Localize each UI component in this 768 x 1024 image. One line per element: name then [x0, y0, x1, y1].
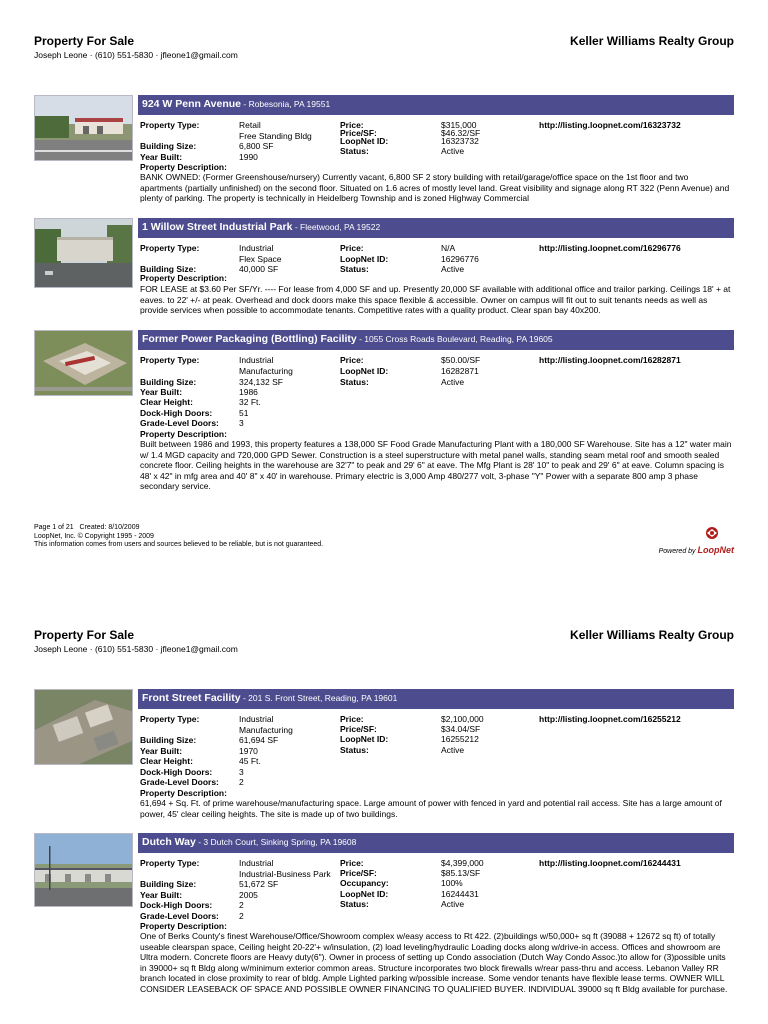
listing-title-bar — [138, 330, 734, 350]
listing-title-bar — [138, 95, 734, 115]
clear-height-value: 32 Ft. — [239, 397, 261, 407]
property-description: FOR LEASE at $3.60 Per SF/Yr. ---- For lease from 4,000 SF and up. Presently 20,000 SF available with additional office and trailor parking. Ceilings 18' + at eaves. to 22' +/- at peak. Overhead and dock doors make this space flexible & accessible. Owner on campus will fit out to suit tenants needs as well as provide services when possible to accommodate tenants. Competitive rates with a quality product. Clear span bay 40x200. — [140, 284, 731, 315]
price-label: Price: — [340, 355, 364, 365]
property-description: One of Berks County's finest Warehouse/Office/Showroom complex w/easy access to Rt 422. (2)buildings w/50,000+ sq ft (39088 + 12672 sq ft) of totally useable clearspan space, Ceiling height 20-22'+ w/insulation, (2) load leveling/hydraulic Loading docks along w/drive-in access. Offices and showroom are Ultra modern. Concrete floors are Heavy duty(6"). Owner in process of setting up Condo association (Dutch Way Condo Assoc.)to allow for (3)possible units in 39000+ sq ft Bldg along w/minimum exterior common areas. Structure incorporates two block firewalls w/rear pass-thru and access. Lebanon Valley RR branch located in close proximity to rear of bldg. Ample Lighted parking w/possible increase. Some vendor tenants have flexible lease terms. OWNER WILL CONSIDER LEASEBACK OF SPACE AND POSSIBLE OWNER FINANCING TO QUALIFIED BUYER. INDIVIDUAL 39000 sq ft Bldg available for purchase. — [140, 931, 728, 994]
listing-name: Dutch Way — [142, 836, 196, 848]
loopnet-id-value: 16323732 — [441, 136, 479, 146]
listing-name: 924 W Penn Avenue — [142, 98, 242, 110]
listing-name: Front Street Facility — [142, 692, 241, 704]
building-size-value: 324,132 SF — [239, 377, 283, 387]
listing-address: - 1055 Cross Roads Boulevard, Reading, PA 19605 — [356, 334, 553, 344]
building-size-label: Building Size: — [140, 141, 197, 151]
dock-high-doors-label: Dock-High Doors: — [140, 900, 213, 910]
property-type-value: Industrial — [239, 355, 274, 365]
property-description-label: Property Description: — [140, 162, 227, 172]
price-per-sf-label: Price/SF: — [340, 724, 377, 734]
price-per-sf-value: $34.04/SF — [441, 724, 481, 734]
listing-link[interactable]: http://listing.loopnet.com/16244431 — [539, 858, 681, 868]
property-description: BANK OWNED: (Former Greenshouse/nursery) Currently vacant, 6,800 SF 2 story building with retail/garage/office space on the 1st floor and two apartments (partially unfinished) on the second floor. Situated on 1.6 acres of mostly level land. Great visibility and signage along RT 322 (Penn Avenue) and plenty of parking. The property is technically in Heidelberg Township and is zoned Highway Commercial — [140, 172, 730, 203]
disclaimer: This information comes from users and sources believed to be reliable, but is not guaranteed. — [34, 541, 324, 548]
price-value: N/A — [441, 243, 456, 253]
agent-contact: Joseph Leone · (610) 551-5830 · jfleone1@gmail.com — [34, 50, 238, 60]
status-label: Status: — [340, 264, 369, 274]
grade-level-doors-label: Grade-Level Doors: — [140, 910, 219, 921]
property-type-label: Property Type: — [140, 355, 200, 365]
loopnet-id-label: LoopNet ID: — [340, 366, 389, 376]
price-label: Price: — [340, 858, 364, 868]
clear-height-value: 45 Ft. — [239, 756, 261, 766]
property-subtype-value: Flex Space — [239, 254, 282, 264]
property-photo — [34, 330, 133, 396]
property-subtype-value: Manufacturing — [239, 366, 293, 376]
listing-title-bar — [138, 833, 734, 853]
dock-high-doors-label: Dock-High Doors: — [140, 766, 213, 777]
status-value: Active — [441, 146, 465, 156]
page-footer — [34, 524, 734, 556]
property-type-label: Property Type: — [140, 243, 200, 253]
price-value: $2,100,000 — [441, 714, 484, 724]
building-size-label: Building Size: — [140, 879, 197, 889]
powered-by-label: Powered by — [658, 547, 696, 555]
loopnet-id-label: LoopNet ID: — [340, 888, 389, 899]
listing-card — [34, 95, 734, 210]
loopnet-id-value: 16255212 — [441, 734, 479, 744]
property-type-label: Property Type: — [140, 714, 200, 724]
clear-height-label: Clear Height: — [140, 756, 193, 766]
loopnet-logo — [658, 526, 734, 556]
page-number: Page 1 of 21 — [34, 524, 74, 531]
property-subtype-value: Industrial-Business Park — [239, 868, 331, 879]
property-photo — [34, 218, 133, 288]
price-value: $50.00/SF — [441, 355, 481, 365]
loopnet-id-value: 16244431 — [441, 888, 479, 899]
building-size-label: Building Size: — [140, 264, 197, 274]
property-subtype-value: Manufacturing — [239, 724, 293, 735]
building-size-label: Building Size: — [140, 735, 197, 745]
property-type-value: Industrial — [239, 243, 274, 253]
year-built-value: 1990 — [239, 151, 258, 162]
aerial-photo-image — [35, 690, 133, 765]
occupancy-label: Occupancy: — [340, 878, 389, 888]
property-description-label: Property Description: — [140, 428, 227, 439]
listing-name: 1 Willow Street Industrial Park — [142, 221, 293, 233]
building-photo-image — [35, 834, 133, 907]
aerial-photo-image — [35, 331, 133, 396]
dock-high-doors-label: Dock-High Doors: — [140, 407, 213, 418]
building-size-value: 6,800 SF — [239, 141, 274, 151]
status-label: Status: — [340, 744, 369, 755]
property-type-value: Industrial — [239, 858, 274, 868]
listing-address: - Robesonia, PA 19551 — [241, 99, 331, 109]
status-label: Status: — [340, 376, 369, 387]
loopnet-id-label: LoopNet ID: — [340, 734, 389, 744]
building-photo-image — [35, 219, 133, 288]
year-built-label: Year Built: — [140, 387, 183, 397]
year-built-label: Year Built: — [140, 889, 183, 900]
property-description: Built between 1986 and 1993, this property features a 138,000 SF Food Grade Manufacturing Plant with a 180,000 SF Warehouse. Site has a 12" water main w/ 1.4 MGD capacity and 720,000 GPD Sewer. Construction is a steel superstructure with metal panel walls, standing seam metal roof and smooth sealed concrete floor. Ceiling heights in the warehouse are 32'7" to peak and 29' 6" at eave. The Mfg Plant is 28' 10" to peak and 29' 6" at eave. Column spacing is 48' x 42" in mfg area and 40' 8" x 40' in warehouse. Primary electric is 3,000 Amp 480/277 volt, 3-phase "Y" Power with a separate 800 amp 3 phase secondary service. — [140, 439, 732, 491]
property-type-value: Retail — [239, 120, 261, 130]
year-built-value: 1970 — [239, 745, 258, 756]
listing-address: - 201 S. Front Street, Reading, PA 19601 — [240, 693, 398, 703]
page-title: Property For Sale — [34, 628, 135, 642]
property-description-label: Property Description: — [140, 273, 227, 283]
price-per-sf-value: $46.32/SF — [441, 128, 481, 138]
property-type-label: Property Type: — [140, 858, 200, 868]
price-per-sf-value: $85.13/SF — [441, 868, 481, 878]
property-description-label: Property Description: — [140, 787, 227, 798]
page-title: Property For Sale — [34, 34, 135, 48]
grade-level-doors-value: 3 — [239, 418, 244, 428]
loopnet-id-value: 16296776 — [441, 253, 479, 264]
page-header — [34, 34, 734, 64]
price-per-sf-label: Price/SF: — [340, 128, 377, 138]
year-built-label: Year Built: — [140, 745, 183, 756]
grade-level-doors-value: 2 — [239, 910, 244, 921]
company-name: Keller Williams Realty Group — [570, 628, 734, 642]
listing-link[interactable]: http://listing.loopnet.com/16255212 — [539, 714, 681, 724]
building-size-value: 51,672 SF — [239, 879, 279, 889]
copyright: LoopNet, Inc. © Copyright 1995 - 2009 — [34, 532, 154, 540]
loopnet-logo-icon — [702, 526, 722, 540]
building-size-value: 61,694 SF — [239, 735, 279, 745]
price-label: Price: — [340, 120, 364, 130]
occupancy-value: 100% — [441, 878, 463, 888]
price-label: Price: — [340, 243, 364, 253]
property-description-label: Property Description: — [140, 921, 227, 931]
price-value: $4,399,000 — [441, 858, 484, 868]
building-size-label: Building Size: — [140, 377, 197, 387]
status-value: Active — [441, 899, 465, 909]
grade-level-doors-label: Grade-Level Doors: — [140, 777, 219, 787]
loopnet-id-label: LoopNet ID: — [340, 253, 389, 264]
property-photo — [34, 833, 133, 907]
loopnet-id-value: 16282871 — [441, 366, 479, 376]
clear-height-label: Clear Height: — [140, 397, 193, 407]
listing-link[interactable]: http://listing.loopnet.com/16296776 — [539, 243, 681, 253]
price-label: Price: — [340, 714, 364, 724]
price-value: $315,000 — [441, 120, 477, 130]
property-type-value: Industrial — [239, 714, 274, 724]
property-photo — [34, 95, 133, 161]
grade-level-doors-label: Grade-Level Doors: — [140, 418, 219, 428]
property-description: 61,694 + Sq. Ft. of prime warehouse/manufacturing space. Large amount of power with fenced in yard and potential rail access. Site has a large amount of power, 45' clear ceiling heights. The site is made up of two buildings. — [140, 798, 722, 819]
listing-link[interactable]: http://listing.loopnet.com/16323732 — [539, 120, 681, 130]
price-per-sf-label: Price/SF: — [340, 868, 377, 878]
listing-address: - 3 Dutch Court, Sinking Spring, PA 19608 — [195, 837, 357, 847]
status-value: Active — [441, 744, 465, 755]
listing-title-bar — [138, 689, 734, 709]
property-type-label: Property Type: — [140, 120, 200, 130]
listing-card — [34, 218, 734, 323]
loopnet-id-label: LoopNet ID: — [340, 136, 389, 146]
year-built-label: Year Built: — [140, 151, 183, 162]
status-label: Status: — [340, 899, 369, 909]
company-name: Keller Williams Realty Group — [570, 34, 734, 48]
brand-name: LoopNet — [697, 544, 734, 555]
dock-high-doors-value: 51 — [239, 407, 249, 418]
listing-card — [34, 330, 734, 500]
listing-card — [34, 833, 734, 1018]
status-value: Active — [441, 264, 465, 274]
status-value: Active — [441, 376, 465, 387]
listing-card — [34, 689, 734, 824]
agent-contact: Joseph Leone · (610) 551-5830 · jfleone1@gmail.com — [34, 644, 238, 654]
year-built-value: 1986 — [239, 387, 258, 397]
listing-link[interactable]: http://listing.loopnet.com/16282871 — [539, 355, 681, 365]
status-label: Status: — [340, 146, 369, 156]
dock-high-doors-value: 2 — [239, 900, 244, 910]
listing-address: - Fleetwood, PA 19522 — [292, 222, 381, 232]
dock-high-doors-value: 3 — [239, 766, 244, 777]
page-header — [34, 628, 734, 658]
year-built-value: 2005 — [239, 889, 258, 900]
building-photo-image — [35, 96, 133, 161]
listing-name: Former Power Packaging (Bottling) Facility — [142, 333, 357, 345]
listing-title-bar — [138, 218, 734, 238]
property-photo — [34, 689, 133, 765]
created-date: Created: 8/10/2009 — [79, 524, 140, 531]
grade-level-doors-value: 2 — [239, 777, 244, 787]
property-subtype-value: Free Standing Bldg — [239, 130, 312, 141]
building-size-value: 40,000 SF — [239, 264, 279, 274]
